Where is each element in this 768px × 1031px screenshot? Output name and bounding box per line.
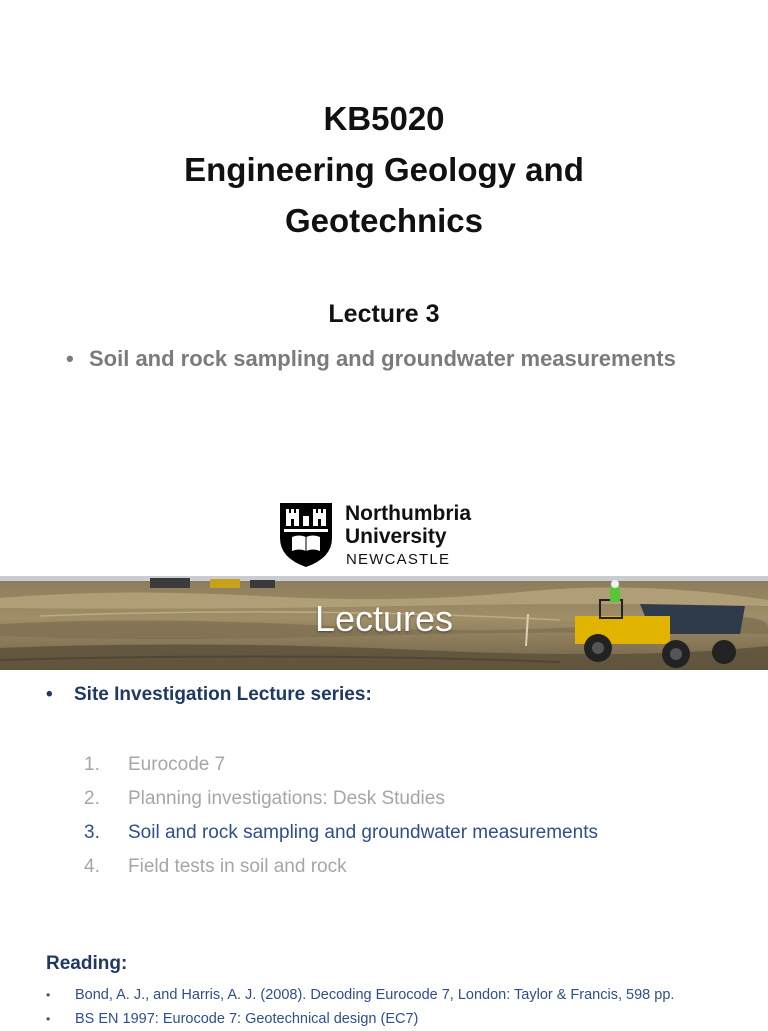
course-name-line-2: Geotechnics [284,202,484,239]
bullet-icon: • [66,346,74,371]
reading-list-item: • Bond, A. J., and Harris, A. J. (2008). Decoding Eurocode 7, London: Taylor & Francis, 598 pp. [46,983,674,1007]
lecture-list-item-current: 3. Soil and rock sampling and groundwater measurements [84,822,598,843]
lecture-series-heading [46,684,372,706]
course-name-line-1: Engineering Geology and [184,151,584,188]
reading-heading: Reading: [46,953,128,974]
bullet-icon: • [46,988,51,1002]
university-name-line-1: Northumbria [345,502,471,525]
lecture-list-item: 4. Field tests in soil and rock [84,856,347,877]
bullet-icon: • [46,684,53,705]
lecture-series-heading-text: Site Investigation Lecture series: [74,684,372,705]
university-city: NEWCASTLE [346,551,451,568]
university-logo [279,502,499,570]
course-title [0,93,768,246]
lecture-list-item: 2. Planning investigations: Desk Studies [84,788,445,809]
bullet-icon: • [46,1012,51,1026]
university-name-line-2: University [345,525,447,548]
construction-site-banner [0,576,768,670]
reading-list-item: • BS EN 1997: Eurocode 7: Geotechnical design (EC7) [46,1007,674,1031]
lecture-list-item: 1. Eurocode 7 [84,754,226,775]
lecture-topic-text: Soil and rock sampling and groundwater measurements [89,346,676,371]
lecture-list [84,748,598,884]
course-code: KB5020 [323,100,445,137]
banner-title: Lectures [314,598,454,639]
university-crest-icon [279,502,333,568]
lectures-slide [0,576,768,1027]
lecture-topic [66,341,686,376]
lecture-number: Lecture 3 [328,300,440,328]
